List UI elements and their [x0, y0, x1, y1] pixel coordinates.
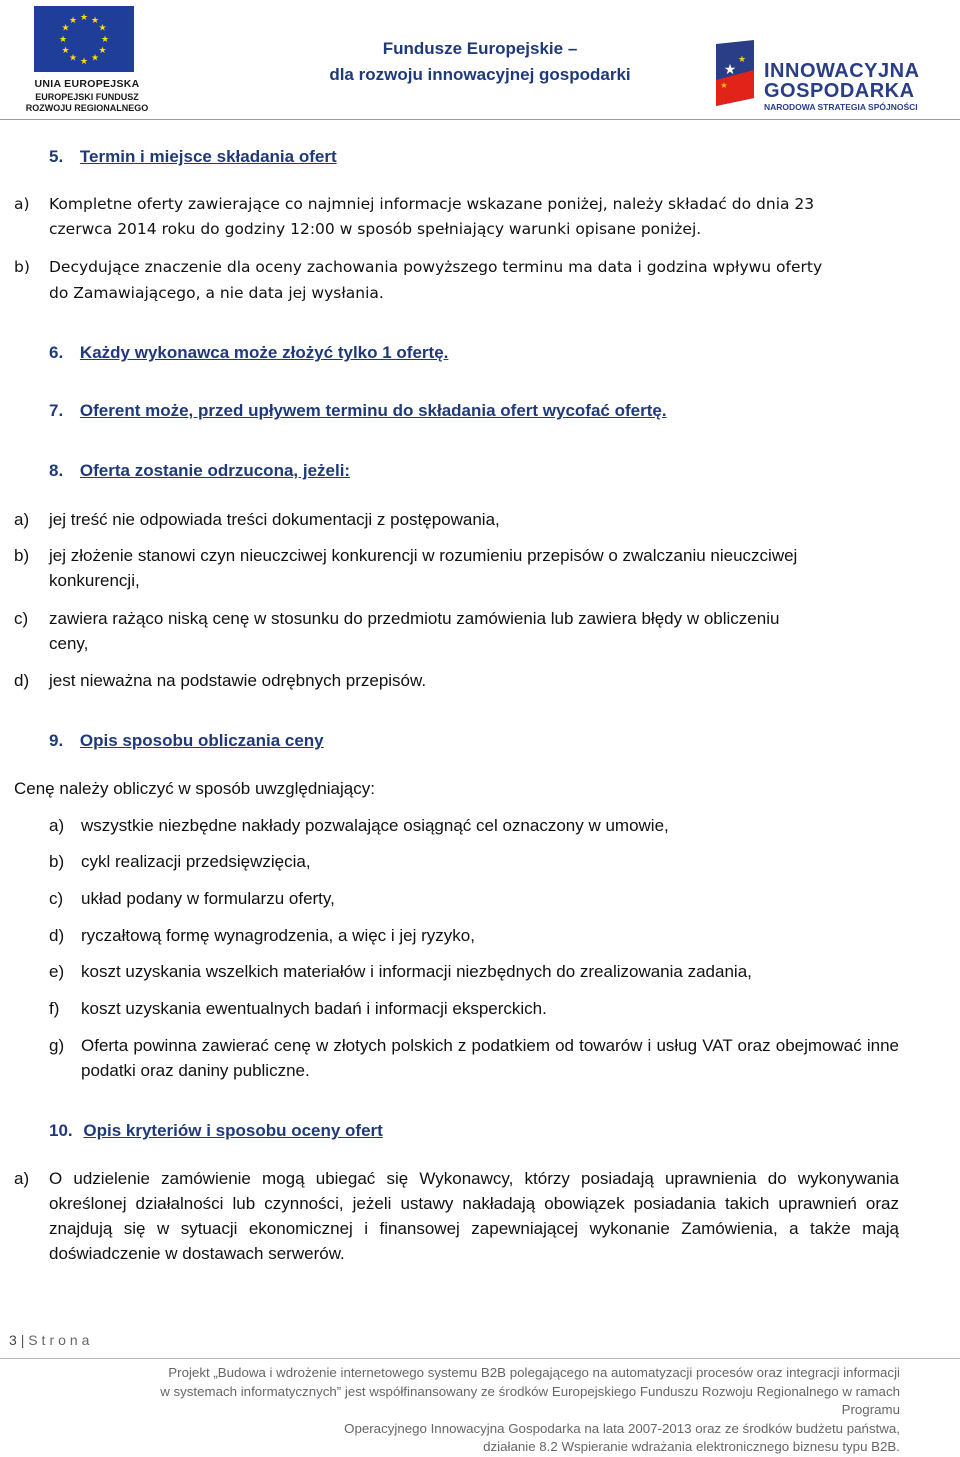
- ig-flag-icon: [710, 40, 758, 114]
- footer-line4: działanie 8.2 Wspieranie wdrażania elektronicznego biznesu typu B2B.: [483, 1439, 900, 1454]
- section9-f-marker: f): [49, 999, 60, 1018]
- section10-heading: [49, 1118, 383, 1143]
- svg-text:★: ★: [737, 55, 747, 65]
- section9-d-text: ryczałtową formę wynagrodzenia, a więc i jej ryzyko,: [81, 926, 475, 945]
- svg-text:★: ★: [68, 16, 78, 26]
- ig-logo-line1: INNOWACYJNA: [764, 60, 920, 82]
- section5-number: 5.: [49, 147, 64, 166]
- section8-b-line2: konkurencji,: [49, 571, 140, 590]
- section8-a-marker: a): [14, 510, 30, 529]
- section8-b-marker: b): [14, 546, 30, 565]
- svg-text:★: ★: [100, 35, 110, 45]
- innowacyjna-gospodarka-logo: [710, 40, 950, 114]
- svg-text:★: ★: [723, 62, 737, 78]
- eu-stars-icon: [34, 6, 134, 72]
- section10-a-text: O udzielenie zamówienie mogą ubiegać się Wykonawcy, którzy posiadają uprawnienia do wykonywania określonej działalności lub czynności, jeżeli ustawy nakładają obowiązek posiadania takich uprawnień oraz znajdują się w sytuacji ekonomicznej i finansowej zapewniającej wykonanie Zamówienia, a także mają doświadczenie w dostawach serwerów.: [49, 1169, 899, 1263]
- section6-title: Każdy wykonawca może złożyć tylko 1 ofertę.: [79, 343, 449, 362]
- section6-number: 6.: [49, 343, 64, 362]
- section9-g-marker: g): [49, 1036, 65, 1055]
- section8-d-marker: d): [14, 671, 30, 690]
- section8-b-line1: jej złożenie stanowi czyn nieuczciwej konkurencji w rozumieniu przepisów o zwalczaniu nieuczciwej: [49, 546, 798, 565]
- section8-d-line1: jest nieważna na podstawie odrębnych przepisów.: [49, 671, 427, 690]
- svg-text:★: ★: [79, 13, 89, 23]
- section7-title: Oferent może, przed upływem terminu do składania ofert wycofać ofertę.: [79, 401, 667, 420]
- ig-logo-line3: NARODOWA STRATEGIA SPÓJNOŚCI: [764, 102, 918, 112]
- section9-a-marker: a): [49, 816, 65, 835]
- section10-title: Opis kryteriów i sposobu oceny ofert: [83, 1121, 383, 1140]
- section5-b-marker: b): [14, 258, 30, 276]
- svg-text:★: ★: [61, 46, 70, 56]
- eu-logo: [22, 6, 152, 114]
- header-divider: [0, 119, 960, 120]
- section5-a-marker: a): [14, 195, 30, 213]
- svg-text:★: ★: [98, 23, 107, 34]
- header-title: [300, 36, 660, 88]
- section9-heading: [49, 728, 324, 753]
- section8-c-line1: zawiera rażąco niską cenę w stosunku do przedmiotu zamówienia lub zawiera błędy w obliczeniu: [49, 609, 780, 628]
- footer-line2: w systemach informatycznych” jest współfinansowany ze środków Europejskiego Funduszu Rozwoju Regionalnego w ramach Programu: [160, 1383, 900, 1417]
- footer-text: [100, 1364, 900, 1457]
- section9-c-marker: c): [49, 889, 64, 908]
- section5-b-line2: do Zamawiającego, a nie data jej wysłania.: [49, 284, 384, 302]
- section5-b-line1: Decydujące znaczenie dla oceny zachowania powyższego terminu ma data i godzina wpływu oferty: [49, 258, 823, 276]
- ig-logo-line2: GOSPODARKA: [764, 80, 915, 102]
- eu-logo-line1: UNIA EUROPEJSKA: [34, 78, 140, 90]
- section9-f-text: koszt uzyskania ewentualnych badań i informacji eksperckich.: [81, 999, 547, 1018]
- section9-number: 9.: [49, 731, 64, 750]
- section8-number: 8.: [49, 461, 64, 480]
- section9-e-marker: e): [49, 962, 65, 981]
- section9-c-text: układ podany w formularzu oferty,: [81, 889, 335, 908]
- page-number: [9, 1332, 93, 1348]
- section9-a-text: wszystkie niezbędne nakłady pozwalające osiągnąć cel oznaczony w umowie,: [81, 816, 669, 835]
- section8-c-marker: c): [14, 609, 29, 628]
- section10-number: 10.: [49, 1121, 73, 1140]
- section9-e-text: koszt uzyskania wszelkich materiałów i informacji niezbędnych do zrealizowania zadania,: [81, 962, 752, 981]
- footer-divider: [0, 1358, 960, 1359]
- svg-text:★: ★: [98, 46, 107, 56]
- section9-intro: Cenę należy obliczyć w sposób uwzględniający:: [14, 779, 375, 798]
- section9-b-marker: b): [49, 852, 65, 871]
- page-header: [0, 0, 960, 120]
- svg-text:★: ★: [90, 53, 100, 64]
- section5-heading: [49, 144, 337, 169]
- svg-text:★: ★: [61, 23, 70, 34]
- section6-heading: [49, 340, 448, 365]
- section10-a-marker: a): [14, 1169, 30, 1188]
- footer-line1: Projekt „Budowa i wdrożenie internetowego systemu B2B polegającego na automatyzacji procesów oraz integracji informacji: [168, 1365, 900, 1380]
- footer-line3: Operacyjnego Innowacyjna Gospodarka na lata 2007-2013 oraz ze środków budżetu państwa,: [344, 1420, 900, 1436]
- section8-heading: [49, 458, 350, 483]
- svg-text:★: ★: [58, 35, 68, 45]
- svg-text:★: ★: [68, 53, 78, 64]
- page-number-value: 3: [9, 1332, 17, 1348]
- section8-a-line1: jej treść nie odpowiada treści dokumentacji z postępowania,: [49, 510, 500, 529]
- section9-b-text: cykl realizacji przedsięwzięcia,: [81, 852, 311, 871]
- section9-title: Opis sposobu obliczania ceny: [79, 731, 324, 750]
- svg-text:★: ★: [720, 81, 728, 90]
- page-number-label: Strona: [28, 1332, 94, 1348]
- section8-c-line2: ceny,: [49, 634, 89, 653]
- eu-logo-line3: ROZWOJU REGIONALNEGO: [25, 103, 149, 113]
- section9-g-text: Oferta powinna zawierać cenę w złotych polskich z podatkiem od towarów i usług VAT oraz obejmować inne podatki oraz daniny publiczne.: [81, 1036, 899, 1080]
- section9-d-marker: d): [49, 926, 65, 945]
- section8-title: Oferta zostanie odrzucona, jeżeli:: [79, 461, 351, 480]
- section7-heading: [49, 398, 667, 423]
- header-title-line1: Fundusze Europejskie –: [382, 39, 578, 58]
- section5-title: Termin i miejsce składania ofert: [79, 147, 337, 166]
- page-number-separator: |: [20, 1332, 25, 1348]
- eu-flag-icon: [34, 6, 134, 72]
- svg-text:★: ★: [79, 57, 89, 67]
- section5-a-line1: Kompletne oferty zawierające co najmniej informacje wskazane poniżej, należy składać do dnia 23: [49, 195, 815, 213]
- eu-logo-line2: EUROPEJSKI FUNDUSZ: [35, 92, 139, 102]
- svg-text:★: ★: [90, 16, 100, 26]
- section7-number: 7.: [49, 401, 64, 420]
- header-title-line2: dla rozwoju innowacyjnej gospodarki: [329, 65, 631, 84]
- section5-a-line2: czerwca 2014 roku do godziny 12:00 w sposób spełniający warunki opisane poniżej.: [49, 220, 702, 238]
